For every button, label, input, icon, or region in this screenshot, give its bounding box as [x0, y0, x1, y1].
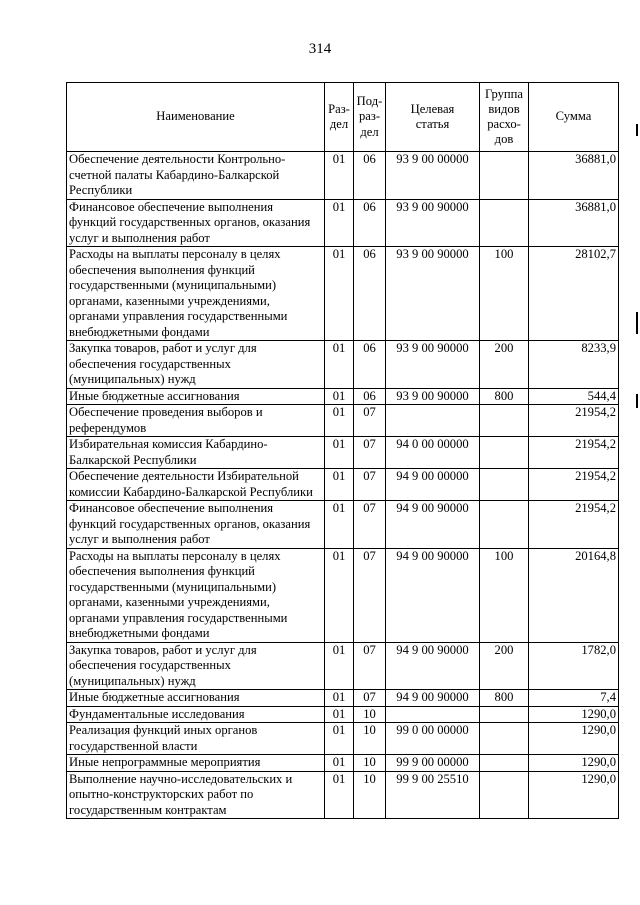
- header-podrazdel: Под- раз- дел: [354, 83, 386, 152]
- cell-expense-group: 200: [480, 341, 529, 389]
- cell-target-article: 94 9 00 90000: [386, 642, 480, 690]
- table-row: [67, 199, 619, 247]
- budget-table: [66, 82, 619, 819]
- cell-name: Иные бюджетные ассигнования: [67, 388, 325, 405]
- cell-podrazdel: 06: [354, 388, 386, 405]
- cell-razdel: 01: [325, 152, 354, 200]
- cell-podrazdel: 06: [354, 341, 386, 389]
- cell-sum: 1782,0: [529, 642, 619, 690]
- cell-expense-group: 100: [480, 548, 529, 642]
- table-row: [67, 152, 619, 200]
- cell-razdel: 01: [325, 548, 354, 642]
- table-row: [67, 771, 619, 819]
- table-row: [67, 247, 619, 341]
- cell-sum: 1290,0: [529, 706, 619, 723]
- cell-expense-group: 800: [480, 388, 529, 405]
- table-row: [67, 501, 619, 549]
- cell-razdel: 01: [325, 501, 354, 549]
- cell-name: Реализация функций иных органов государственной власти: [67, 723, 325, 755]
- cell-podrazdel: 06: [354, 247, 386, 341]
- cell-sum: 1290,0: [529, 755, 619, 772]
- cell-razdel: 01: [325, 341, 354, 389]
- cell-name: Выполнение научно-исследовательских и опытно-конструкторских работ по государственным контрактам: [67, 771, 325, 819]
- cell-expense-group: [480, 755, 529, 772]
- cell-target-article: 94 0 00 00000: [386, 437, 480, 469]
- table-row: [67, 723, 619, 755]
- cell-expense-group: [480, 723, 529, 755]
- cell-name: Закупка товаров, работ и услуг для обеспечения государственных (муниципальных) нужд: [67, 341, 325, 389]
- cell-sum: 36881,0: [529, 199, 619, 247]
- table-row: [67, 548, 619, 642]
- table-row: [67, 341, 619, 389]
- cell-name: Финансовое обеспечение выполнения функций государственных органов, оказания услуг и выполнения работ: [67, 501, 325, 549]
- table-row: [67, 755, 619, 772]
- cell-podrazdel: 07: [354, 501, 386, 549]
- cell-razdel: 01: [325, 642, 354, 690]
- header-razdel: Раз- дел: [325, 83, 354, 152]
- cell-expense-group: 100: [480, 247, 529, 341]
- cell-podrazdel: 10: [354, 723, 386, 755]
- cell-target-article: 94 9 00 00000: [386, 469, 480, 501]
- cell-razdel: 01: [325, 469, 354, 501]
- cell-target-article: [386, 706, 480, 723]
- cell-expense-group: [480, 469, 529, 501]
- header-sum: Сумма: [529, 83, 619, 152]
- cell-sum: 36881,0: [529, 152, 619, 200]
- cell-target-article: 99 9 00 00000: [386, 755, 480, 772]
- cell-podrazdel: 07: [354, 642, 386, 690]
- cell-sum: 544,4: [529, 388, 619, 405]
- table-row: [67, 706, 619, 723]
- cell-razdel: 01: [325, 755, 354, 772]
- table-row: [67, 642, 619, 690]
- cell-razdel: 01: [325, 771, 354, 819]
- cell-expense-group: [480, 152, 529, 200]
- cell-name: Фундаментальные исследования: [67, 706, 325, 723]
- cell-podrazdel: 10: [354, 706, 386, 723]
- page-number: 314: [308, 41, 332, 57]
- cell-sum: 21954,2: [529, 501, 619, 549]
- table-row: [67, 690, 619, 707]
- cell-name: Обеспечение деятельности Контрольно-счетной палаты Кабардино-Балкарской Республики: [67, 152, 325, 200]
- cell-name: Расходы на выплаты персоналу в целях обеспечения выполнения функций государственными (муниципальными) органами, казенными учреждениями, органами управления государственными внебюджетными фондами: [67, 247, 325, 341]
- cell-sum: 7,4: [529, 690, 619, 707]
- cell-expense-group: 800: [480, 690, 529, 707]
- cell-sum: 21954,2: [529, 405, 619, 437]
- edge-mark: [636, 124, 638, 136]
- cell-podrazdel: 07: [354, 690, 386, 707]
- edge-mark: [636, 394, 638, 408]
- cell-sum: 1290,0: [529, 771, 619, 819]
- cell-expense-group: [480, 771, 529, 819]
- cell-name: Иные непрограммные мероприятия: [67, 755, 325, 772]
- cell-sum: 8233,9: [529, 341, 619, 389]
- cell-target-article: 93 9 00 90000: [386, 199, 480, 247]
- cell-expense-group: [480, 501, 529, 549]
- cell-podrazdel: 07: [354, 548, 386, 642]
- cell-expense-group: 200: [480, 642, 529, 690]
- table-row: [67, 469, 619, 501]
- cell-sum: 28102,7: [529, 247, 619, 341]
- cell-expense-group: [480, 437, 529, 469]
- cell-razdel: 01: [325, 706, 354, 723]
- cell-razdel: 01: [325, 690, 354, 707]
- cell-target-article: 93 9 00 90000: [386, 341, 480, 389]
- edge-mark: [636, 312, 638, 334]
- cell-name: Финансовое обеспечение выполнения функций государственных органов, оказания услуг и выполнения работ: [67, 199, 325, 247]
- header-expense-group: Группа видов расхо- дов: [480, 83, 529, 152]
- cell-target-article: [386, 405, 480, 437]
- cell-target-article: 99 9 00 25510: [386, 771, 480, 819]
- cell-razdel: 01: [325, 437, 354, 469]
- cell-target-article: 93 9 00 90000: [386, 388, 480, 405]
- cell-target-article: 94 9 00 90000: [386, 548, 480, 642]
- cell-razdel: 01: [325, 405, 354, 437]
- cell-target-article: 94 9 00 90000: [386, 690, 480, 707]
- header-target-article: Целевая статья: [386, 83, 480, 152]
- cell-expense-group: [480, 405, 529, 437]
- cell-name: Обеспечение деятельности Избирательной комиссии Кабардино-Балкарской Республики: [67, 469, 325, 501]
- cell-razdel: 01: [325, 723, 354, 755]
- cell-podrazdel: 07: [354, 437, 386, 469]
- cell-podrazdel: 06: [354, 152, 386, 200]
- cell-name: Избирательная комиссия Кабардино-Балкарской Республики: [67, 437, 325, 469]
- cell-sum: 1290,0: [529, 723, 619, 755]
- table-row: [67, 405, 619, 437]
- cell-target-article: 99 0 00 00000: [386, 723, 480, 755]
- cell-sum: 21954,2: [529, 437, 619, 469]
- cell-podrazdel: 10: [354, 771, 386, 819]
- cell-target-article: 94 9 00 90000: [386, 501, 480, 549]
- cell-name: Обеспечение проведения выборов и референдумов: [67, 405, 325, 437]
- cell-target-article: 93 9 00 90000: [386, 247, 480, 341]
- cell-razdel: 01: [325, 388, 354, 405]
- cell-podrazdel: 10: [354, 755, 386, 772]
- cell-sum: 20164,8: [529, 548, 619, 642]
- cell-sum: 21954,2: [529, 469, 619, 501]
- cell-podrazdel: 07: [354, 405, 386, 437]
- cell-razdel: 01: [325, 247, 354, 341]
- cell-expense-group: [480, 199, 529, 247]
- cell-razdel: 01: [325, 199, 354, 247]
- cell-name: Закупка товаров, работ и услуг для обеспечения государственных (муниципальных) нужд: [67, 642, 325, 690]
- table-row: [67, 437, 619, 469]
- cell-expense-group: [480, 706, 529, 723]
- table-header-row: [67, 83, 619, 152]
- cell-target-article: 93 9 00 00000: [386, 152, 480, 200]
- header-name: Наименование: [67, 83, 325, 152]
- cell-name: Расходы на выплаты персоналу в целях обеспечения выполнения функций государственными (муниципальными) органами, казенными учреждениями, органами управления государственными внебюджетными фондами: [67, 548, 325, 642]
- cell-name: Иные бюджетные ассигнования: [67, 690, 325, 707]
- table-row: [67, 388, 619, 405]
- cell-podrazdel: 06: [354, 199, 386, 247]
- cell-podrazdel: 07: [354, 469, 386, 501]
